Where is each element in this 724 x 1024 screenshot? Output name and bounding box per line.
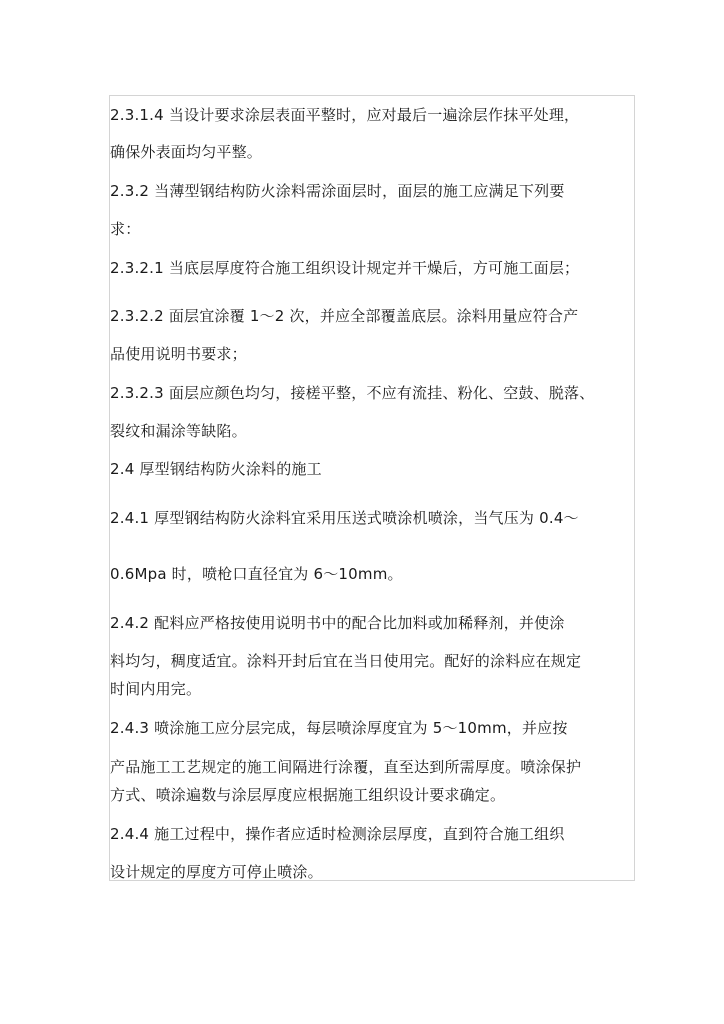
text-line: 求： xyxy=(110,220,141,238)
text-line: 方式、喷涂遍数与涂层厚度应根据施工组织设计要求确定。 xyxy=(110,786,506,804)
text-line: 确保外表面均匀平整。 xyxy=(110,143,263,161)
text-line: 品使用说明书要求； xyxy=(110,345,247,363)
text-line: 2.4.2 配料应严格按使用说明书中的配合比加料或加稀释剂，并使涂 xyxy=(110,614,565,632)
text-line: 2.3.2.2 面层宜涂覆 1～2 次，并应全部覆盖底层。涂料用量应符合产 xyxy=(110,307,579,325)
text-line: 0.6Mpa 时，喷枪口直径宜为 6～10mm。 xyxy=(110,565,403,583)
text-line: 设计规定的厚度方可停止喷涂。 xyxy=(110,863,323,881)
text-line: 料均匀，稠度适宜。涂料开封后宜在当日使用完。配好的涂料应在规定 xyxy=(110,652,582,670)
text-line: 2.4.3 喷涂施工应分层完成，每层喷涂厚度宜为 5～10mm，并应按 xyxy=(110,719,568,737)
text-line: 产品施工工艺规定的施工间隔进行涂覆，直至达到所需厚度。喷涂保护 xyxy=(110,758,582,776)
text-line: 2.4.4 施工过程中，操作者应适时检测涂层厚度，直到符合施工组织 xyxy=(110,825,565,843)
text-line: 2.3.2.3 面层应颜色均匀，接槎平整，不应有流挂、粉化、空鼓、脱落、 xyxy=(110,384,595,402)
text-line: 2.4.1 厚型钢结构防火涂料宜采用压送式喷涂机喷涂，当气压为 0.4～ xyxy=(110,509,579,527)
section-heading: 2.4 厚型钢结构防火涂料的施工 xyxy=(110,460,322,478)
text-line: 时间内用完。 xyxy=(110,680,202,698)
text-line: 2.3.1.4 当设计要求涂层表面平整时，应对最后一遍涂层作抹平处理， xyxy=(110,106,580,124)
text-line: 裂纹和漏涂等缺陷。 xyxy=(110,422,247,440)
text-line: 2.3.2 当薄型钢结构防火涂料需涂面层时，面层的施工应满足下列要 xyxy=(110,182,565,200)
text-line: 2.3.2.1 当底层厚度符合施工组织设计规定并干燥后，方可施工面层； xyxy=(110,259,580,277)
